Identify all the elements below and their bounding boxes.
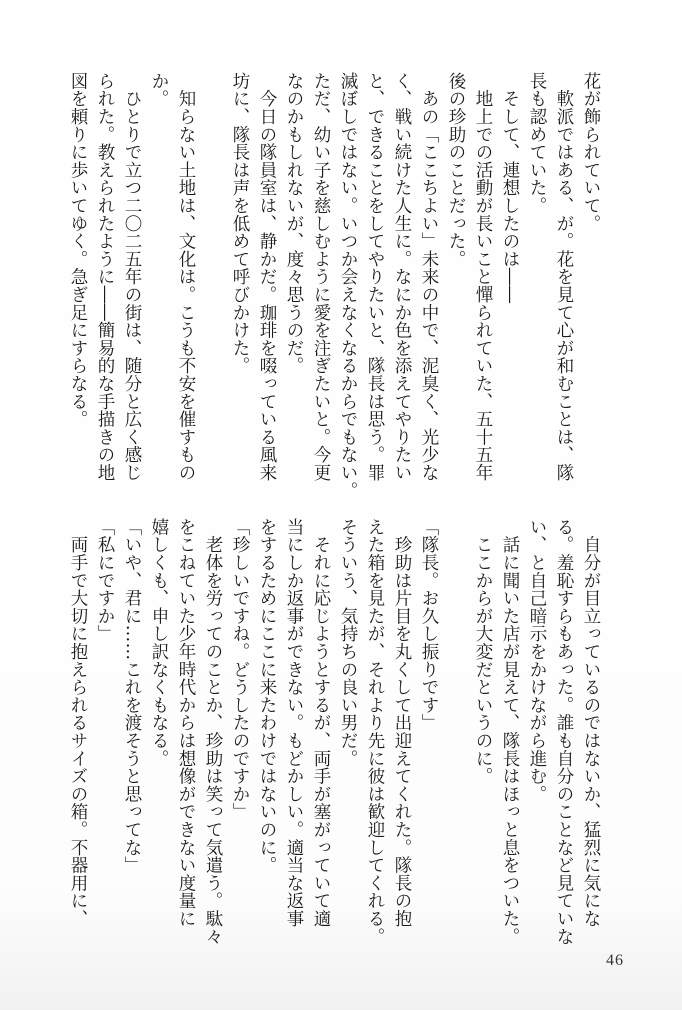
text-line: ひとりで立つ二〇二五年の街は、随分と広く感じ: [122, 72, 142, 482]
text-line: そういう、気持ちの良い男だ。: [338, 518, 358, 768]
text-block-bottom: [64, 518, 604, 946]
text-line: 坊に、隊長は声を低めて呼びかけた。: [230, 72, 250, 375]
text-line: 今日の隊員室は、静かだ。珈琲を啜っている風来: [257, 72, 277, 482]
text-line: 花が飾られていて。: [581, 72, 601, 233]
text-line: [199, 72, 226, 442]
text-line: をこねていた少年時代からは想像ができない度量に: [176, 518, 196, 928]
text-line: 両手で大切に抱えられるサイズの箱。不器用に、: [68, 518, 88, 928]
text-line: なのかもしれないが、度々思うのだ。: [284, 72, 304, 375]
text-line: 知らない土地は、文化は。こうも不安を催すもの: [176, 72, 196, 482]
page-number: 46: [606, 952, 624, 969]
text-line: と、できることをしてやりたいと、隊長は思う。罪: [365, 72, 385, 482]
text-line: る。羞恥すらもあった。誰も自分のことなど見ていな: [554, 518, 574, 946]
text-line: 滅ぼしではない。いつか会えなくなるからでもない。: [338, 72, 358, 500]
text-block-top: [64, 72, 604, 500]
text-line: 後の珍助のことだった。: [446, 72, 466, 268]
text-line: 「いや、君に……これを渡そうと思ってな」: [122, 518, 142, 874]
text-line: い、と自己暗示をかけながら進む。: [527, 518, 547, 803]
text-line: られた。教えられたように――簡易的な手描きの地: [95, 72, 115, 482]
text-line: か。: [149, 72, 169, 108]
text-line: 「私にですか」: [95, 518, 115, 643]
text-line: あの「ここちよい」未来の中で、泥臭く、光少な: [419, 72, 439, 482]
text-line: 「珍しいですね。どうしたのですか」: [230, 518, 250, 821]
text-line: それに応じようとするが、両手が塞がっていて適: [311, 518, 331, 928]
text-line: えた箱を見たが、それより先に彼は歓迎してくれる。: [365, 518, 385, 946]
text-line: 老体を労ってのことか、珍助は笑って気遣う。駄々: [203, 518, 223, 946]
text-line: そして、連想したのは――: [500, 72, 520, 304]
text-line: 珍助は片目を丸くして出迎えてくれた。隊長の抱: [392, 518, 412, 928]
text-line: 嬉しくも、申し訳なくもなる。: [149, 518, 169, 768]
text-line: 話に聞いた店が見えて、隊長はほっと息をついた。: [500, 518, 520, 946]
text-line: をするためにここに来たわけではないのに。: [257, 518, 277, 874]
text-line: 自分が目立っているのではないか、猛烈に気にな: [581, 518, 601, 928]
text-line: 「隊長。お久し振りです」: [419, 518, 439, 732]
text-line: 当にしか返事ができない。もどかしい。適当な返事: [284, 518, 304, 928]
text-line: 長も認めていた。: [527, 72, 547, 215]
text-line: く、戦い続けた人生に。なにか色を添えてやりたい: [392, 72, 412, 482]
text-line: 地上での活動が長いこと憚られていた、五十五年: [473, 72, 493, 482]
text-line: ただ、幼い子を慈しむように愛を注ぎたいと。今更: [311, 72, 331, 482]
text-line: [442, 518, 469, 888]
text-line: 図を頼りに歩いてゆく。急ぎ足にすらなる。: [68, 72, 88, 428]
text-line: 軟派ではある、が。花を見て心が和むことは、隊: [554, 72, 574, 482]
text-line: ここからが大変だというのに。: [473, 518, 493, 785]
